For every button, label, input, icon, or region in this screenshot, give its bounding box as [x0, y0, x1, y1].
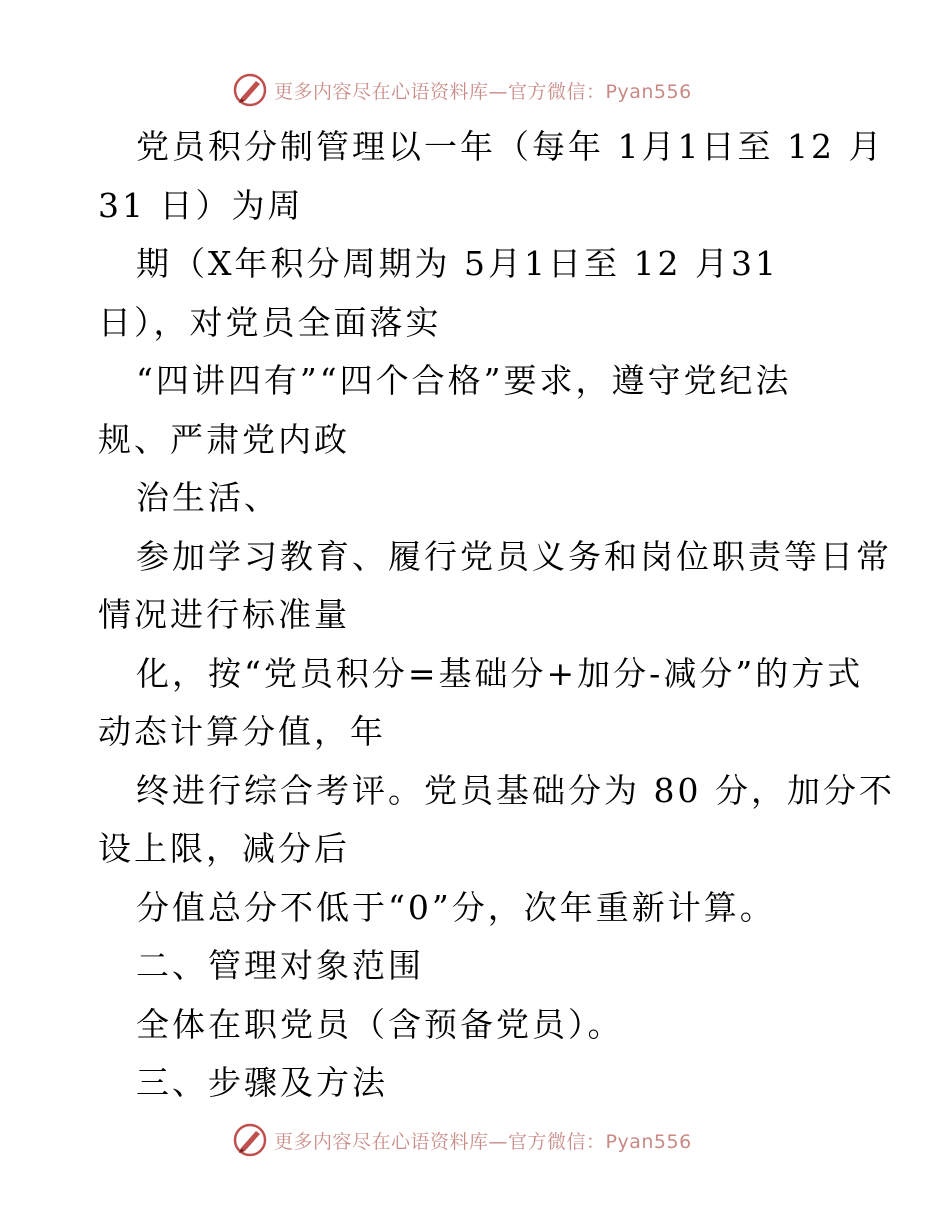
- text-line: “四讲四有”“四个合格”要求，遵守党纪法: [136, 361, 792, 400]
- section-heading: 三、步骤及方法: [136, 1063, 388, 1102]
- text-line: 全体在职党员（含预备党员）。: [136, 1004, 624, 1044]
- text-line: 日），对党员全面落实: [98, 302, 442, 342]
- text-line: 化，按“党员积分=基础分+加分-减分”的方式: [136, 653, 864, 693]
- text-line: 终进行综合考评。党员基础分为 80 分，加分不: [136, 770, 895, 810]
- text-line: 分值总分不低于“0”分，次年重新计算。: [136, 887, 776, 927]
- document-body: [98, 118, 895, 1113]
- text-line: 设上限，减分后: [98, 829, 350, 868]
- pen-logo-icon: [232, 1122, 268, 1158]
- text-line: 期（X年积分周期为 5月1日至 12 月31: [136, 244, 779, 283]
- header-watermark: [232, 70, 692, 110]
- text-line: 治生活、: [136, 478, 280, 517]
- text-line: 情况进行标准量: [98, 595, 350, 634]
- section-heading: 二、管理对象范围: [136, 946, 424, 985]
- watermark-text: 更多内容尽在心语资料库—官方微信：Pyan556: [274, 80, 692, 103]
- footer-watermark: [232, 1120, 692, 1160]
- text-line: 规、严肃党内政: [98, 419, 350, 459]
- text-line: 31 日）为周: [98, 185, 304, 225]
- text-line: 动态计算分值，年: [98, 712, 386, 751]
- watermark-text: 更多内容尽在心语资料库—官方微信：Pyan556: [274, 1130, 692, 1153]
- text-line: 党员积分制管理以一年（每年 1月1日至 12 月: [136, 127, 885, 166]
- text-line: 参加学习教育、履行党员义务和岗位职责等日常: [136, 536, 892, 576]
- pen-logo-icon: [232, 72, 268, 108]
